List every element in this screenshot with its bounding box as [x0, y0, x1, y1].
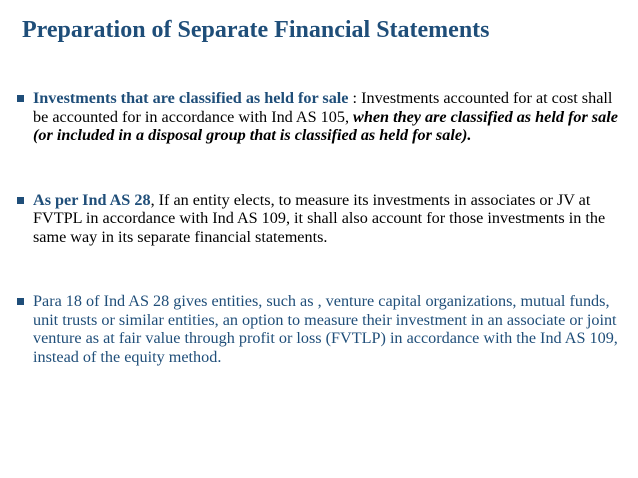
bullet-text: : Investments accounted for at cost shall be accounted for in accordance with Ind AS 105,	[33, 89, 613, 126]
page-title: Preparation of Separate Financial Statements	[22, 17, 490, 43]
list-item	[14, 89, 626, 145]
bullet-lead: As per Ind AS 28	[33, 190, 151, 209]
list-item	[14, 191, 626, 247]
bullet-text: , If an entity elects, to measure its investments in associates or JV at FVTPL in accordance with Ind AS 109, it shall also account for those investments in the same way in its separate financial statements.	[33, 190, 606, 246]
bullet-list	[14, 89, 626, 366]
bullet-text: Para 18 of Ind AS 28 gives entities, such as , venture capital organizations, mutual funds, unit trusts or similar entities, an option to measure their investment in an associate or joint venture as at fair value through profit or loss (FVTLP) in accordance with the Ind AS 109, instead of the equity method.	[33, 292, 618, 366]
bullet-lead: Investments that are classified as held for sale	[33, 89, 349, 107]
bullet-emphasis: when they are classified as held for sale (or included in a disposal group that is classified as held for sale).	[33, 107, 618, 144]
square-bullet-icon	[17, 298, 24, 305]
list-item	[14, 292, 626, 366]
square-bullet-icon	[17, 95, 24, 102]
square-bullet-icon	[17, 197, 24, 204]
